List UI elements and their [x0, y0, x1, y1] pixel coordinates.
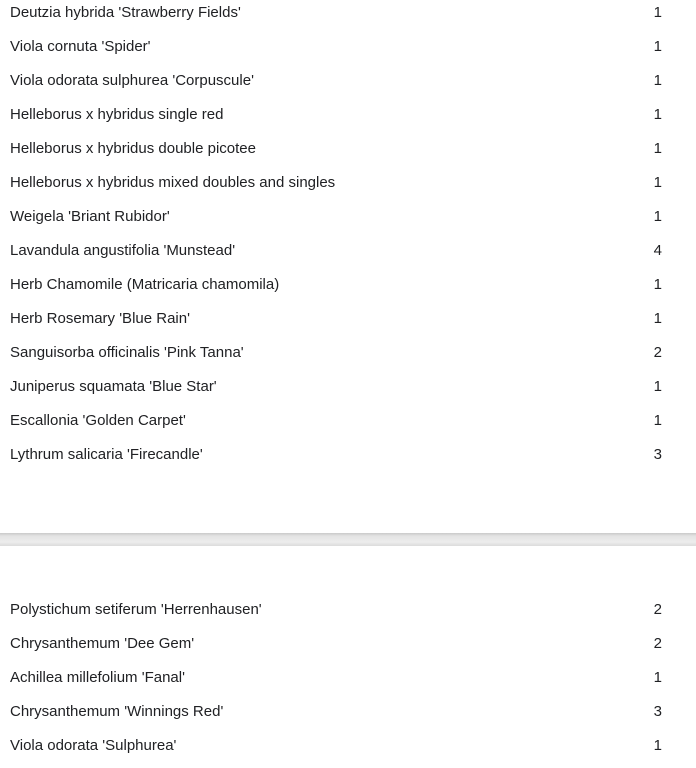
- list-item: [0, 340, 696, 374]
- plant-name: Escallonia 'Golden Carpet': [10, 412, 186, 429]
- plant-name: Viola odorata sulphurea 'Corpuscule': [10, 72, 254, 89]
- plant-name: Viola odorata 'Sulphurea': [10, 737, 177, 754]
- plant-quantity: 4: [653, 242, 662, 259]
- plant-quantity: 1: [653, 669, 662, 686]
- list-item: [0, 699, 696, 733]
- plant-quantity: 1: [653, 38, 662, 55]
- plant-name: Viola cornuta 'Spider': [10, 38, 151, 55]
- plant-name: Herb Rosemary 'Blue Rain': [10, 310, 190, 327]
- plant-quantity: 1: [653, 412, 662, 429]
- plant-name: Lavandula angustifolia 'Munstead': [10, 242, 236, 259]
- plant-name: Helleborus x hybridus single red: [10, 106, 224, 123]
- plant-name: Herb Chamomile (Matricaria chamomila): [10, 276, 280, 293]
- plant-quantity: 1: [653, 208, 662, 225]
- plant-quantity: 3: [653, 703, 662, 720]
- list-item: [0, 238, 696, 272]
- plant-quantity: 1: [653, 310, 662, 327]
- plant-list: [0, 597, 696, 767]
- page-break-divider: [0, 533, 696, 546]
- plant-quantity: 1: [653, 106, 662, 123]
- list-item: [0, 733, 696, 767]
- list-item: [0, 68, 696, 102]
- plant-name: Juniperus squamata 'Blue Star': [10, 378, 217, 395]
- list-item: [0, 442, 696, 476]
- plant-quantity: 1: [653, 72, 662, 89]
- plant-quantity: 3: [653, 446, 662, 463]
- plant-name: Polystichum setiferum 'Herrenhausen': [10, 601, 262, 618]
- plant-quantity: 1: [653, 737, 662, 754]
- list-item: [0, 170, 696, 204]
- plant-quantity: 1: [653, 174, 662, 191]
- list-item: [0, 204, 696, 238]
- plant-name: Chrysanthemum 'Dee Gem': [10, 635, 195, 652]
- list-item: [0, 306, 696, 340]
- list-item: [0, 374, 696, 408]
- plant-quantity: 1: [653, 276, 662, 293]
- plant-name: Deutzia hybrida 'Strawberry Fields': [10, 4, 241, 21]
- list-item: [0, 0, 696, 34]
- plant-name: Weigela 'Briant Rubidor': [10, 208, 170, 225]
- list-item: [0, 631, 696, 665]
- plant-name: Sanguisorba officinalis 'Pink Tanna': [10, 344, 244, 361]
- plant-quantity: 1: [653, 140, 662, 157]
- list-item: [0, 102, 696, 136]
- plant-name: Achillea millefolium 'Fanal': [10, 669, 185, 686]
- plant-name: Chrysanthemum 'Winnings Red': [10, 703, 224, 720]
- plant-name: Lythrum salicaria 'Firecandle': [10, 446, 203, 463]
- plant-quantity: 2: [653, 635, 662, 652]
- list-item: [0, 408, 696, 442]
- list-item: [0, 136, 696, 170]
- list-item: [0, 34, 696, 68]
- plant-quantity: 1: [653, 378, 662, 395]
- plant-quantity: 2: [653, 601, 662, 618]
- list-item: [0, 272, 696, 306]
- list-item: [0, 597, 696, 631]
- plant-quantity: 2: [653, 344, 662, 361]
- plant-name: Helleborus x hybridus double picotee: [10, 140, 256, 157]
- plant-name: Helleborus x hybridus mixed doubles and singles: [10, 174, 336, 191]
- list-item: [0, 665, 696, 699]
- plant-quantity: 1: [653, 4, 662, 21]
- document-page-2: [0, 546, 696, 768]
